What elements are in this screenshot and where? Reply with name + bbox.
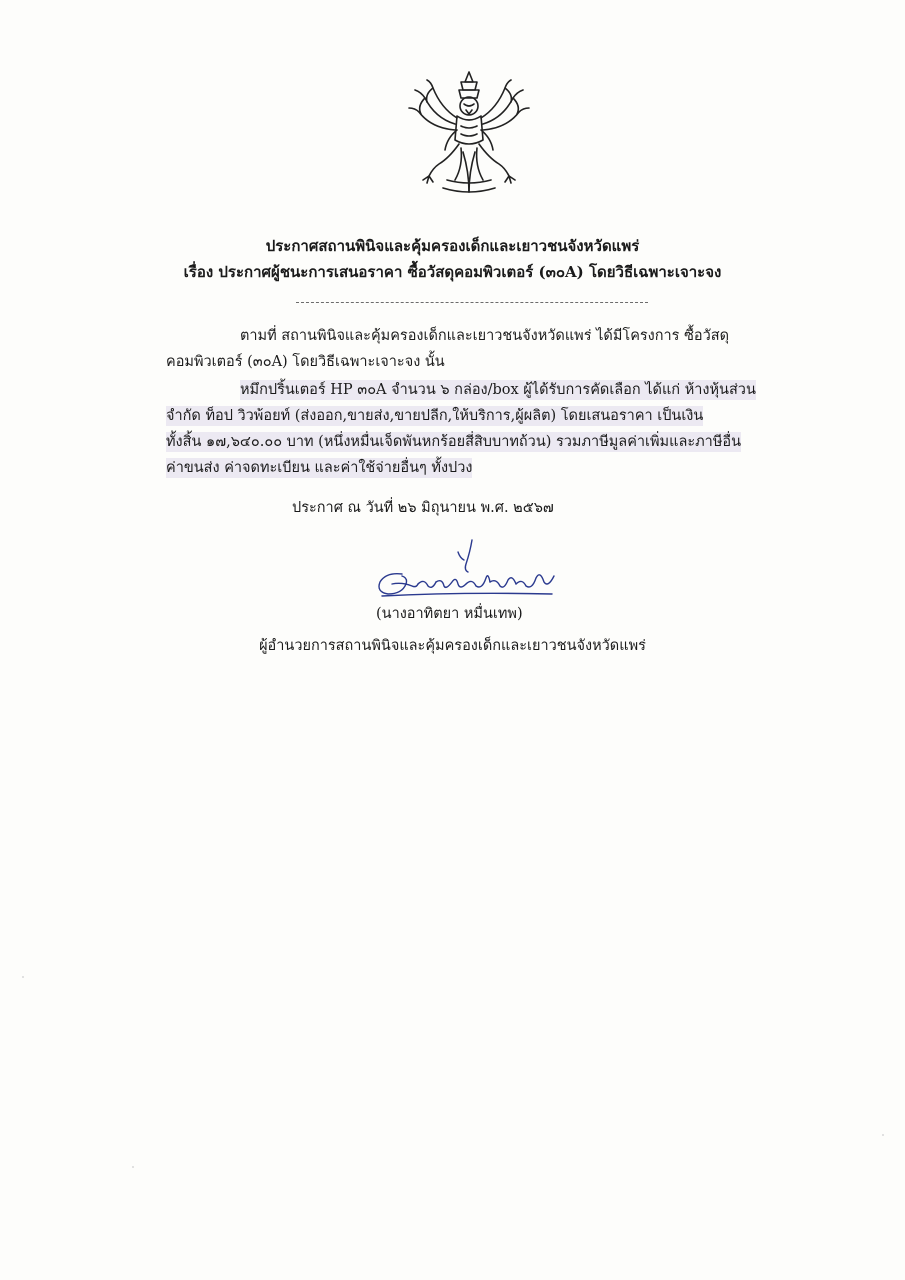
paragraph-2-line-4: ค่าขนส่ง ค่าจดทะเบียน และค่าใช้จ่ายอื่นๆ ทั้งปวง xyxy=(166,460,473,476)
paragraph-2-line-2: จำกัด ท็อป วิวพ้อยท์ (ส่งออก,ขายส่ง,ขายปลีก,ให้บริการ,ผู้ผลิต) โดยเสนอราคา เป็นเงิน xyxy=(166,408,704,424)
announcement-date: ประกาศ ณ วันที่ ๒๖ มิถุนายน พ.ศ. ๒๕๖๗ xyxy=(292,500,554,516)
scan-speck xyxy=(882,1134,884,1136)
paragraph-2-line-1: หมึกปริ้นเตอร์ HP ๓๐A จำนวน ๖ กล่อง/box ผู้ได้รับการคัดเลือก ได้แก่ ห้างหุ้นส่วน xyxy=(240,382,756,398)
announcement-title: ประกาศสถานพินิจและคุ้มครองเด็กและเยาวชนจังหวัดแพร่ xyxy=(265,237,640,255)
paragraph-2-line-3: ทั้งสิ้น ๑๗,๖๔๐.๐๐ บาท (หนึ่งหมื่นเจ็ดพันหกร้อยสี่สิบบาทถ้วน) รวมภาษีมูลค่าเพิ่มและภาษีอื่น xyxy=(166,434,742,450)
signature-image xyxy=(372,538,562,600)
signer-name: (นางอาทิตยา หมื่นเทพ) xyxy=(376,606,523,622)
title-divider xyxy=(296,302,648,303)
scan-speck xyxy=(132,1166,134,1168)
announcement-subject: เรื่อง ประกาศผู้ชนะการเสนอราคา ซื้อวัสดุคอมพิวเตอร์ (๓๐A) โดยวิธีเฉพาะเจาะจง xyxy=(183,263,722,281)
signer-position: ผู้อำนวยการสถานพินิจและคุ้มครองเด็กและเยาวชนจังหวัดแพร่ xyxy=(259,638,646,654)
paragraph-1-line-1: ตามที่ สถานพินิจและคุ้มครองเด็กและเยาวชนจังหวัดแพร่ ได้มีโครงการ ซื้อวัสดุ xyxy=(240,328,730,344)
scan-speck xyxy=(22,976,24,978)
paragraph-1-line-2: คอมพิวเตอร์ (๓๐A) โดยวิธีเฉพาะเจาะจง นั้น xyxy=(166,354,445,370)
garuda-emblem xyxy=(403,68,535,200)
